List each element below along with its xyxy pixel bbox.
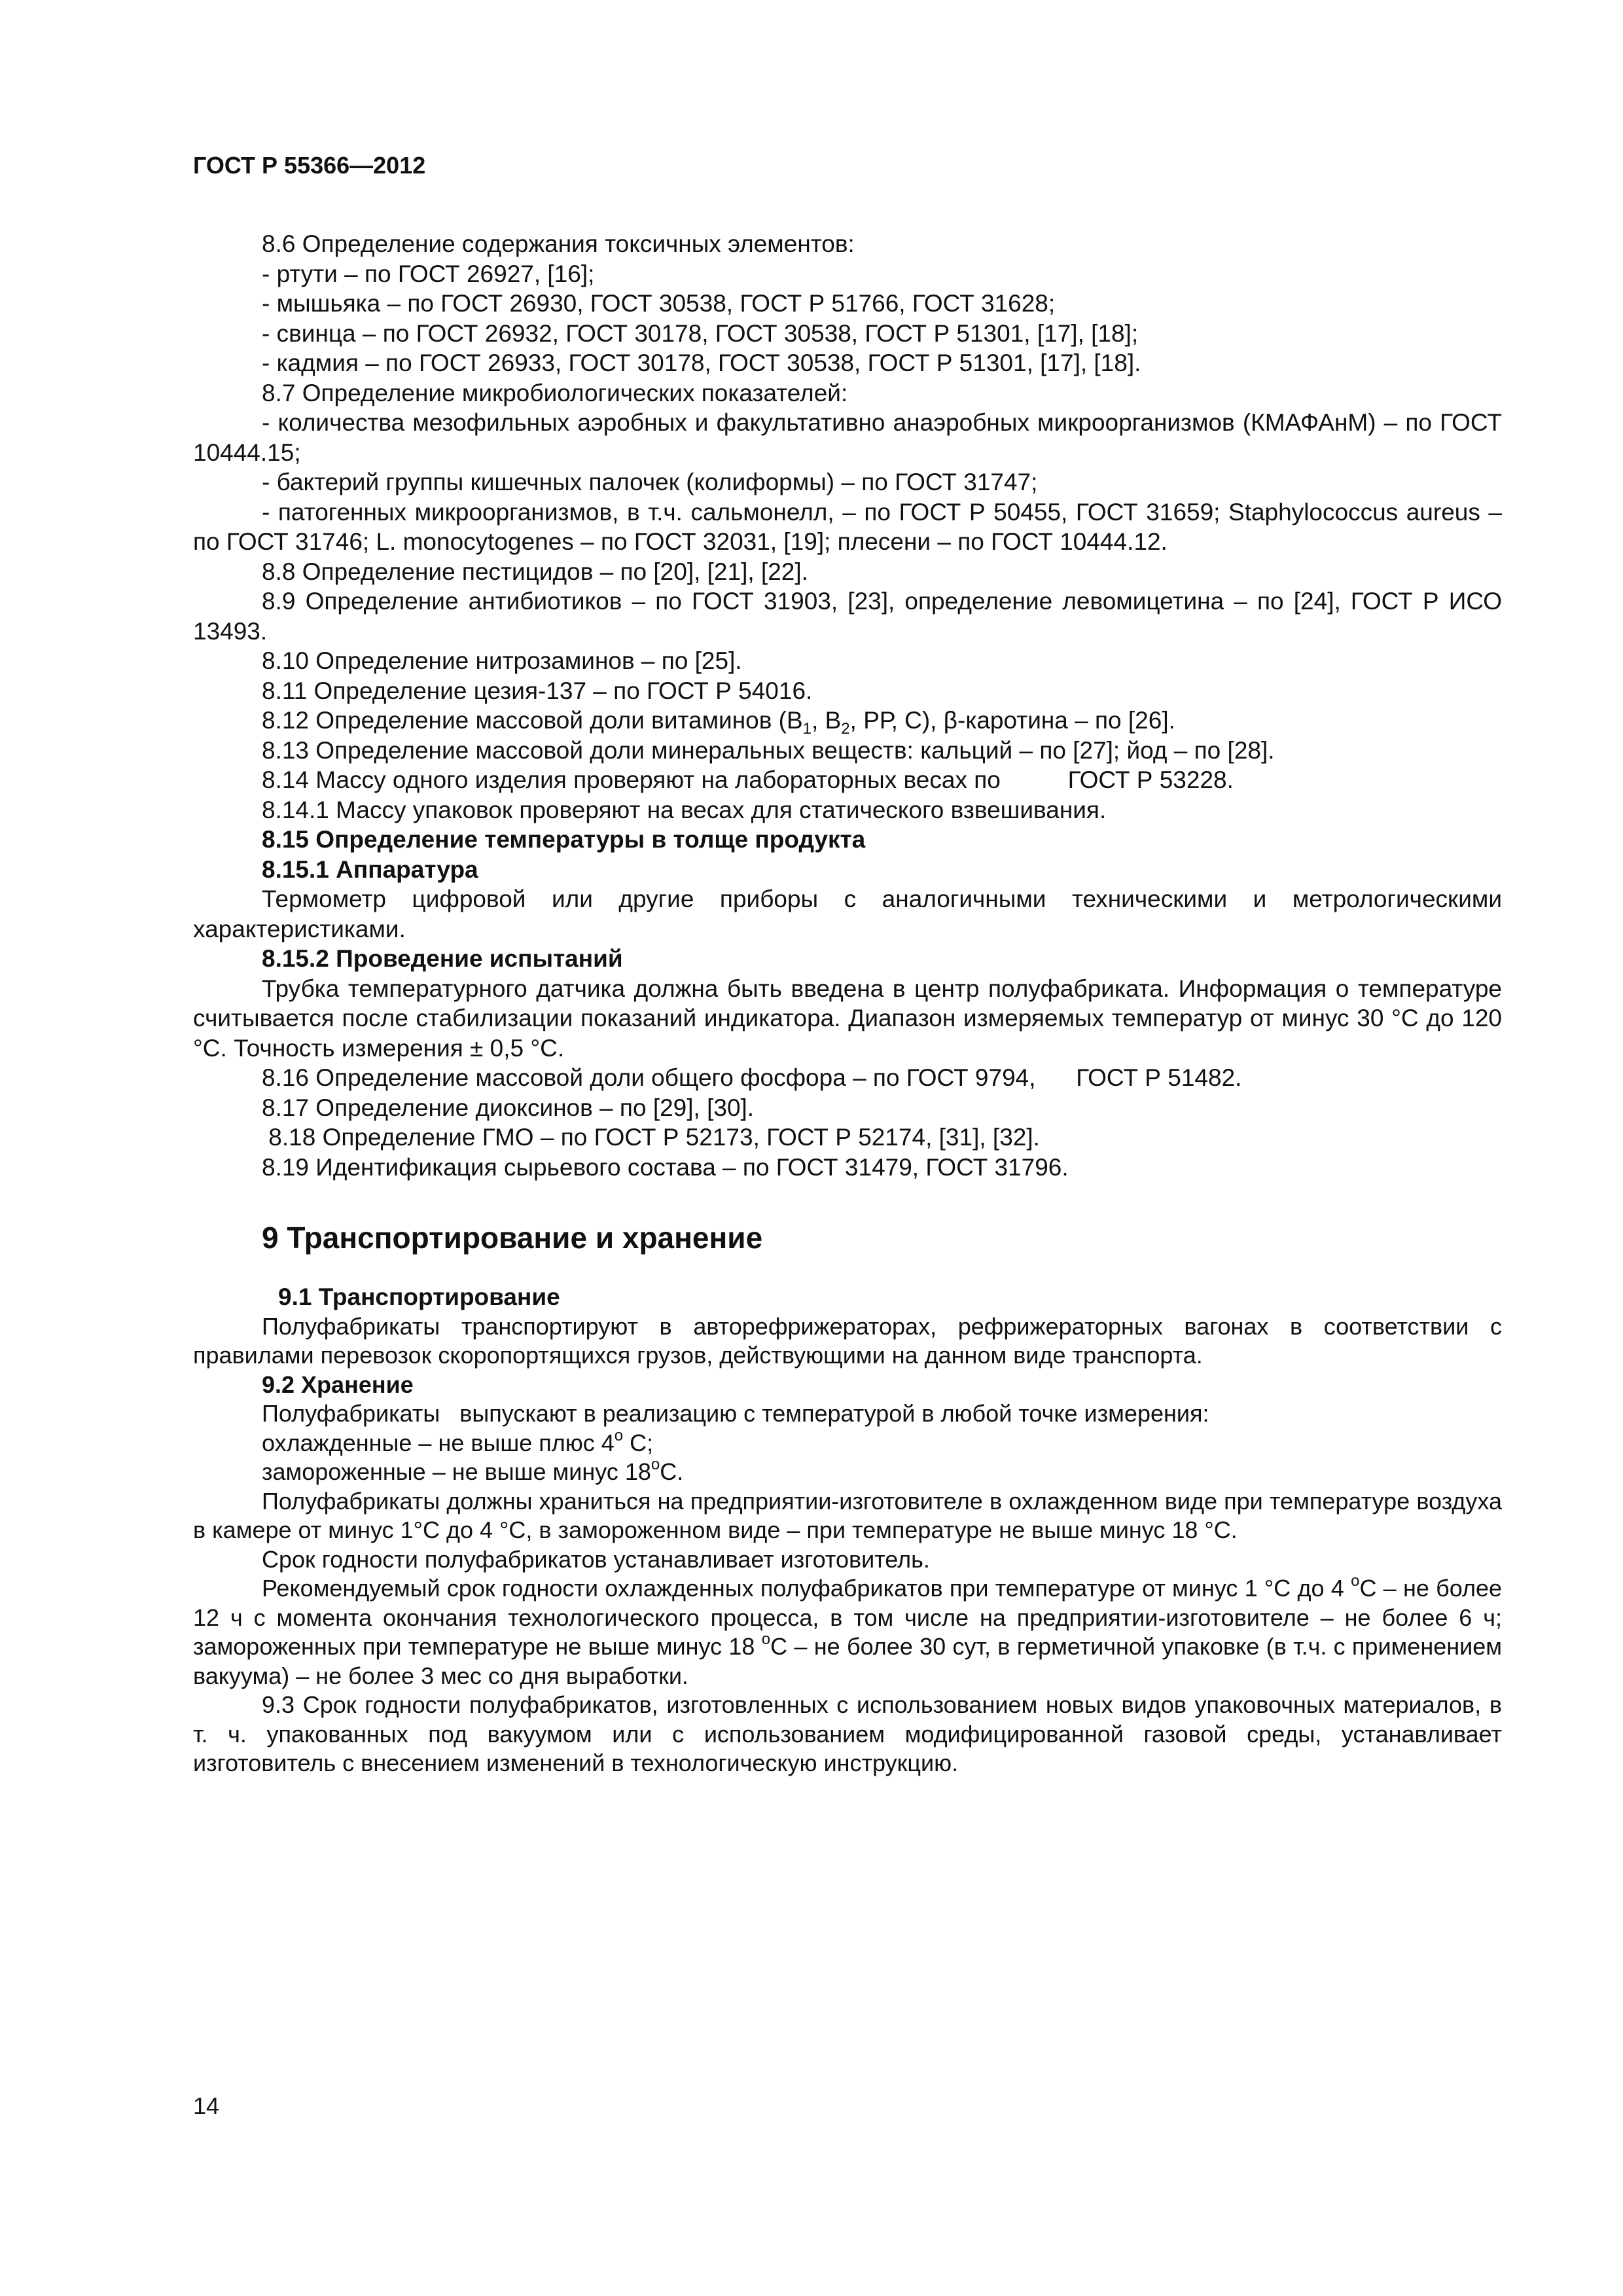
item-8-17: 8.17 Определение диоксинов – по [29], [30]. [262, 1094, 755, 1121]
item-8-14-1: 8.14.1 Массу упаковок проверяют на весах для статического взвешивания. [262, 796, 1107, 823]
item-thermometer: Термометр цифровой или другие приборы с аналогичными техническими и метрологическими характеристиками. [193, 886, 1502, 942]
heading-8-15-2: 8.15.2 Проведение испытаний [262, 945, 623, 972]
item-coliforms: - бактерий группы кишечных палочек (колиформы) – по ГОСТ 31747; [262, 469, 1038, 495]
recommended-text-a: Рекомендуемый срок годности охлажденных полуфабрикатов при температуре от минус 1 °С до 4 [262, 1575, 1351, 1602]
item-8-12-sub-1: 1 [802, 720, 812, 738]
item-lead: - свинца – по ГОСТ 26932, ГОСТ 30178, ГОСТ 30538, ГОСТ Р 51301, [17], [18]; [262, 319, 1139, 347]
item-mercury: - ртути – по ГОСТ 26927, [16]; [262, 260, 595, 287]
paragraph-shelf-life: Срок годности полуфабрикатов устанавливает изготовитель. [262, 1545, 930, 1573]
page-number: 14 [193, 2092, 220, 2119]
paragraph-chilled [193, 1426, 1502, 1458]
item-pathogens: - патогенных микроорганизмов, в т.ч. сальмонелл, – по ГОСТ Р 50455, ГОСТ 31659; Staphylococcus aureus – по ГОСТ 31746; L. monocytogenes – по ГОСТ 32031, [19]; плесени – по ГОСТ 10444.12. [193, 498, 1502, 555]
item-8-12-text-a: 8.12 Определение массовой доли витаминов (В [262, 707, 803, 734]
chilled-degree: о [614, 1426, 624, 1444]
item-kmafanm: - количества мезофильных аэробных и факультативно анаэробных микроорганизмов (КМАФАнМ) – по ГОСТ 10444.15; [193, 409, 1502, 466]
paragraph-recommended-shelf-life [193, 1574, 1502, 1691]
paragraph-storage: Полуфабрикаты должны храниться на предприятии-изготовителе в охлажденном виде при температуре воздуха в камере от минус 1°С до 4 °С, в замороженном виде – при температуре не выше минус 18 °С. [193, 1487, 1502, 1543]
paragraph-9-3: 9.3 Срок годности полуфабрикатов, изготовленных с использованием новых видов упаковочных материалов, в т. ч. упакованных под вакуумом или с использованием модифицированной газовой среды, устанавливает изготовитель с внесением изменений в технологическую инструкцию. [193, 1691, 1502, 1776]
item-8-12-sub-2: 2 [841, 720, 850, 738]
item-cadmium: - кадмия – по ГОСТ 26933, ГОСТ 30178, ГОСТ 30538, ГОСТ Р 51301, [17], [18]. [262, 350, 1141, 376]
item-8-8: 8.8 Определение пестицидов – по [20], [21], [22]. [262, 558, 808, 585]
recommended-degree-1: о [1351, 1572, 1360, 1590]
item-8-16: 8.16 Определение массовой доли общего фосфора – по ГОСТ 9794, ГОСТ Р 51482. [262, 1064, 1242, 1091]
paragraph-frozen [193, 1458, 1502, 1487]
chilled-text-b: С; [623, 1429, 654, 1456]
heading-9-1: 9.1 Транспортирование [278, 1283, 560, 1310]
item-8-12 [193, 706, 1502, 736]
heading-8-15: 8.15 Определение температуры в толще продукта [262, 826, 866, 853]
frozen-text-b: С. [660, 1458, 684, 1485]
page-content [193, 149, 1502, 1778]
item-8-6: 8.6 Определение содержания токсичных элементов: [262, 230, 855, 257]
item-8-18: 8.18 Определение ГМО – по ГОСТ Р 52173, ГОСТ Р 52174, [31], [32]. [262, 1124, 1040, 1151]
recommended-degree-2: о [761, 1630, 771, 1648]
item-8-12-text-b: , В [812, 707, 842, 734]
item-8-13: 8.13 Определение массовой доли минеральных веществ: кальций – по [27]; йод – по [28]. [262, 736, 1275, 764]
heading-9-2: 9.2 Хранение [262, 1371, 414, 1398]
paragraph-transport: Полуфабрикаты транспортируют в авторефрижераторах, рефрижераторных вагонах в соответствии с правилами перевозок скоропортящихся грузов, действующими на данном виде транспорта. [193, 1312, 1502, 1369]
chilled-text-a: охлажденные – не выше плюс 4 [262, 1429, 615, 1456]
document-header: ГОСТ Р 55366—2012 [193, 152, 426, 179]
item-8-11: 8.11 Определение цезия-137 – по ГОСТ Р 54016. [262, 677, 813, 704]
item-8-19: 8.19 Идентификация сырьевого состава – по ГОСТ 31479, ГОСТ 31796. [262, 1153, 1069, 1181]
item-sensor-tube: Трубка температурного датчика должна быть введена в центр полуфабриката. Информация о температуре считывается после стабилизации показаний индикатора. Диапазон измеряемых температур от минус 30 °С до 120 °С. Точность измерения ± 0,5 °С. [193, 975, 1502, 1062]
item-8-10: 8.10 Определение нитрозаминов – по [25]. [262, 647, 742, 674]
item-8-9: 8.9 Определение антибиотиков – по ГОСТ 31903, [23], определение левомицетина – по [24], ГОСТ Р ИСО 13493. [193, 588, 1502, 645]
frozen-text-a: замороженные – не выше минус 18 [262, 1458, 651, 1485]
recommended-text-b: С – не более 12 ч с момента окончания технологического процесса, в том числе на предприятии-изготовителе – не более 6 ч; замороженных при температуре не выше минус 18 [193, 1575, 1502, 1660]
recommended-text-c: С – не более 30 сут, в герметичной упаковке (в т.ч. с применением вакуума) – не более 3 мес со дня выработки. [193, 1633, 1502, 1689]
section-9-heading: 9 Транспортирование и хранение [262, 1221, 763, 1255]
item-8-14: 8.14 Массу одного изделия проверяют на лабораторных весах по ГОСТ Р 53228. [262, 766, 1234, 793]
heading-8-15-1: 8.15.1 Аппаратура [262, 855, 478, 883]
item-8-12-text-c: , РР, С), β-каротина – по [26]. [849, 707, 1175, 734]
item-8-7: 8.7 Определение микробиологических показателей: [262, 379, 848, 406]
paragraph-release: Полуфабрикаты выпускают в реализацию с температурой в любой точке измерения: [262, 1400, 1209, 1427]
item-arsenic: - мышьяка – по ГОСТ 26930, ГОСТ 30538, ГОСТ Р 51766, ГОСТ 31628; [262, 290, 1056, 317]
frozen-degree: о [651, 1456, 660, 1473]
